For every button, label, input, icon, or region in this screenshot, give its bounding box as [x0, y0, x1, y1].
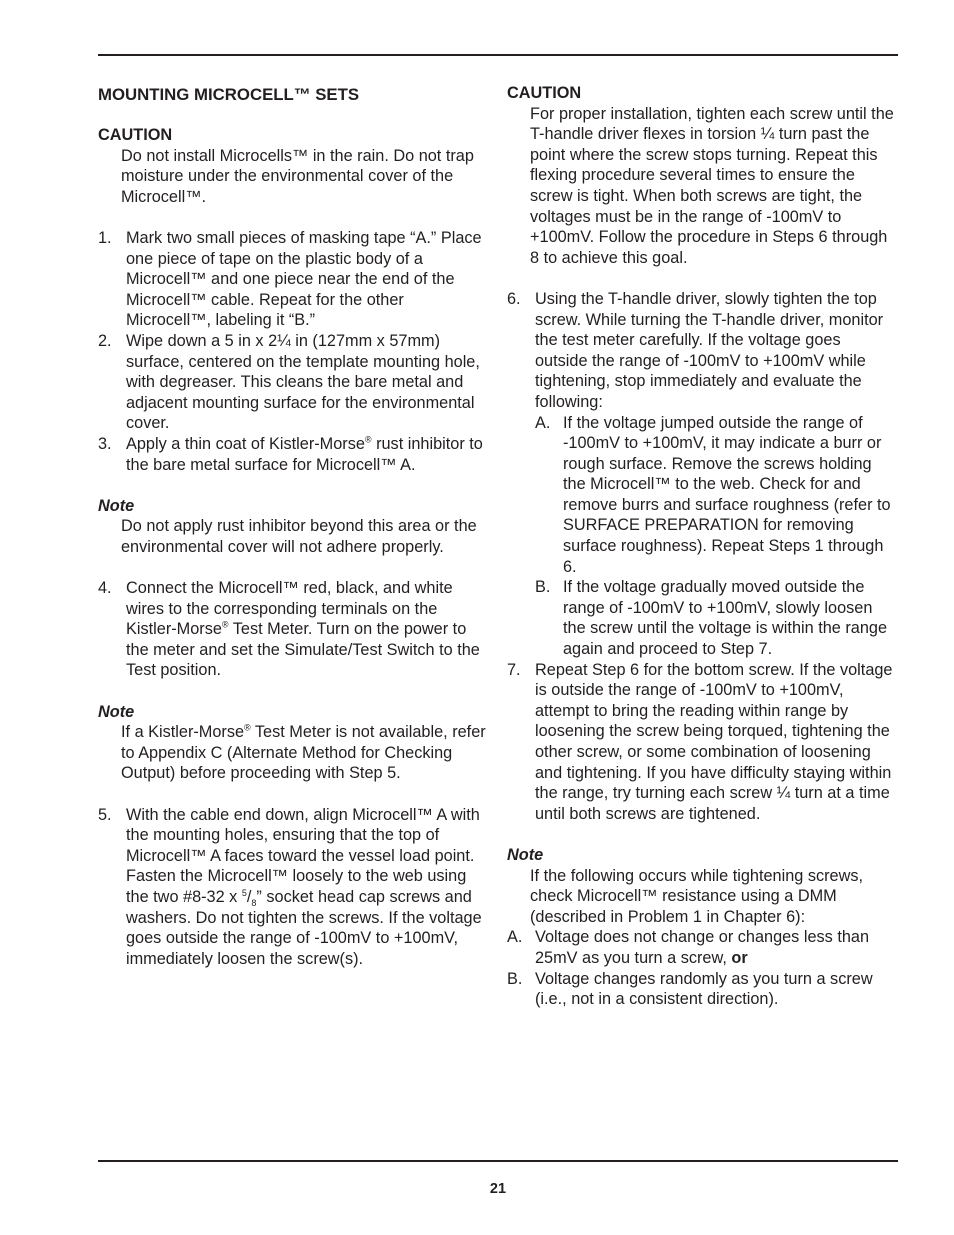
step-5: [98, 805, 488, 970]
steps-list-1-3: [98, 228, 488, 475]
note-item-text: Voltage changes randomly as you turn a screw (i.e., not in a consistent direction).: [535, 969, 873, 1009]
step-2: [98, 331, 488, 434]
steps-list-4: [98, 578, 488, 681]
substeps: [535, 413, 897, 660]
fraction-slash: /: [246, 887, 252, 906]
step-number: 6.: [507, 289, 521, 308]
fraction: [242, 888, 257, 906]
caution-title: CAUTION: [507, 84, 582, 102]
note-text: [121, 722, 488, 784]
note-text-part: Test Meter is not available, refer to Appendix C (Alternate Method for Checking Output) before proceeding with Step 5.: [121, 723, 486, 783]
note-item-bold: or: [731, 948, 748, 967]
step-text: Apply a thin coat of Kistler-Morse: [126, 434, 365, 453]
substep-letter: B.: [535, 578, 551, 597]
note-items: [507, 927, 897, 1009]
note-title: Note: [98, 496, 135, 515]
step-number: 4.: [98, 579, 112, 598]
step-number: 7.: [507, 660, 521, 679]
step-number: 2.: [98, 331, 112, 350]
note-item-letter: B.: [507, 969, 523, 988]
note-title: Note: [507, 845, 544, 864]
fraction-numerator: 5: [241, 887, 247, 898]
step-number: 5.: [98, 805, 112, 824]
note-text: Do not apply rust inhibitor beyond this area or the environmental cover will not adhere properly.: [121, 517, 477, 556]
page-number: 21: [489, 1181, 507, 1197]
substep-a: [535, 413, 897, 578]
registered-mark: ®: [364, 434, 372, 445]
step-text: Connect the Microcell™ red, black, and white wires to the corresponding terminals on the Kistler-Morse: [126, 579, 453, 639]
step-3: [98, 434, 488, 475]
registered-mark: ®: [221, 619, 229, 630]
caution-text: Do not install Microcells™ in the rain. Do not trap moisture under the environmental cover of the Microcell™.: [121, 146, 474, 206]
section-heading: MOUNTING MICROCELL™ SETS: [98, 85, 360, 104]
note-item-b: [507, 969, 897, 1010]
step-text: Mark two small pieces of masking tape “A.” Place one piece of tape on the plastic body of a Microcell™ and one piece near the end of the Microcell™ cable. Repeat for the other Microcell™, labeling it “B.”: [126, 228, 482, 330]
header-rule: [98, 54, 898, 56]
footer-rule: [98, 1160, 898, 1162]
step-6: [507, 289, 897, 660]
note-item-letter: A.: [507, 928, 523, 947]
note-text-part: If a Kistler-Morse: [121, 723, 245, 742]
step-4: [98, 578, 488, 681]
caution-text: For proper installation, tighten each screw until the T-handle driver flexes in torsion ¼ turn past the point where the screw stops turning. Repeat this flexing procedure several times to ensure the screw is tight. When both screws are tight, the voltages must be in the range of -100mV to +100mV. Follow the procedure in Steps 6 through 8 to achieve this goal.: [530, 104, 894, 267]
step-text: With the cable end down, align Microcell™ A with the mounting holes, ensuring that the top of Microcell™ A faces toward the vessel load point. Fasten the Microcell™ loosely to the web using the two #8-32 x: [126, 805, 480, 906]
registered-mark: ®: [244, 722, 251, 733]
substep-letter: A.: [535, 413, 551, 432]
step-1: [98, 228, 488, 331]
substep-text: If the voltage jumped outside the range of -100mV to +100mV, it may indicate a burr or rough surface. Remove the screws holding the Microcell™ to the web. Check for and remove burrs and surface roughness (refer to SURFACE PREPARATION for removing surface roughness). Repeat Steps 1 through 6.: [563, 413, 891, 576]
step-number: 3.: [98, 434, 112, 453]
substep-text: If the voltage gradually moved outside the range of -100mV to +100mV, slowly loosen the screw until the voltage is within the range again and proceed to Step 7.: [563, 578, 887, 659]
step-text: ” socket head cap screws and washers. Do not tighten the screws. If the voltage goes outside the range of -100mV to +100mV, immediately loosen the screw(s).: [126, 887, 482, 968]
note-title: Note: [98, 702, 135, 721]
note-item-text: Voltage does not change or changes less than 25mV as you turn a screw,: [535, 928, 870, 967]
note-text: If the following occurs while tightening screws, check Microcell™ resistance using a DMM (described in Problem 1 in Chapter 6):: [530, 866, 864, 926]
note-item-a: [507, 927, 897, 968]
step-7: [507, 660, 897, 825]
steps-list-6-7: [507, 289, 897, 824]
fraction-denominator: 8: [251, 897, 257, 908]
step-number: 1.: [98, 228, 112, 247]
step-text: Test Meter. Turn on the power to the meter and set the Simulate/Test Switch to the Test position.: [126, 620, 480, 680]
step-text: Using the T-handle driver, slowly tighten the top screw. While turning the T-handle driver, monitor the test meter carefully. If the voltage goes outside the range of -100mV to +100mV while tightening, stop immediately and evaluate the following:: [535, 289, 884, 411]
step-text: Wipe down a 5 in x 2¼ in (127mm x 57mm) surface, centered on the template mounting hole, with degreaser. This cleans the bare metal and adjacent mounting surface for the environmental cover.: [126, 331, 480, 433]
step-text: Repeat Step 6 for the bottom screw. If the voltage is outside the range of -100mV to +100mV, attempt to bring the reading within range by loosening the screw being torqued, tightening the other screw, or some combination of loosening and tightening. If you have difficulty staying within the range, try turning each screw ¼ turn at a time until both screws are tightened.: [535, 660, 893, 823]
left-column: [98, 83, 488, 969]
caution-title: CAUTION: [98, 126, 173, 144]
substep-b: [535, 577, 897, 659]
steps-list-5: [98, 805, 488, 970]
step-text: rust inhibitor to the bare metal surface for Microcell™ A.: [126, 434, 483, 474]
right-column: [507, 83, 897, 1010]
